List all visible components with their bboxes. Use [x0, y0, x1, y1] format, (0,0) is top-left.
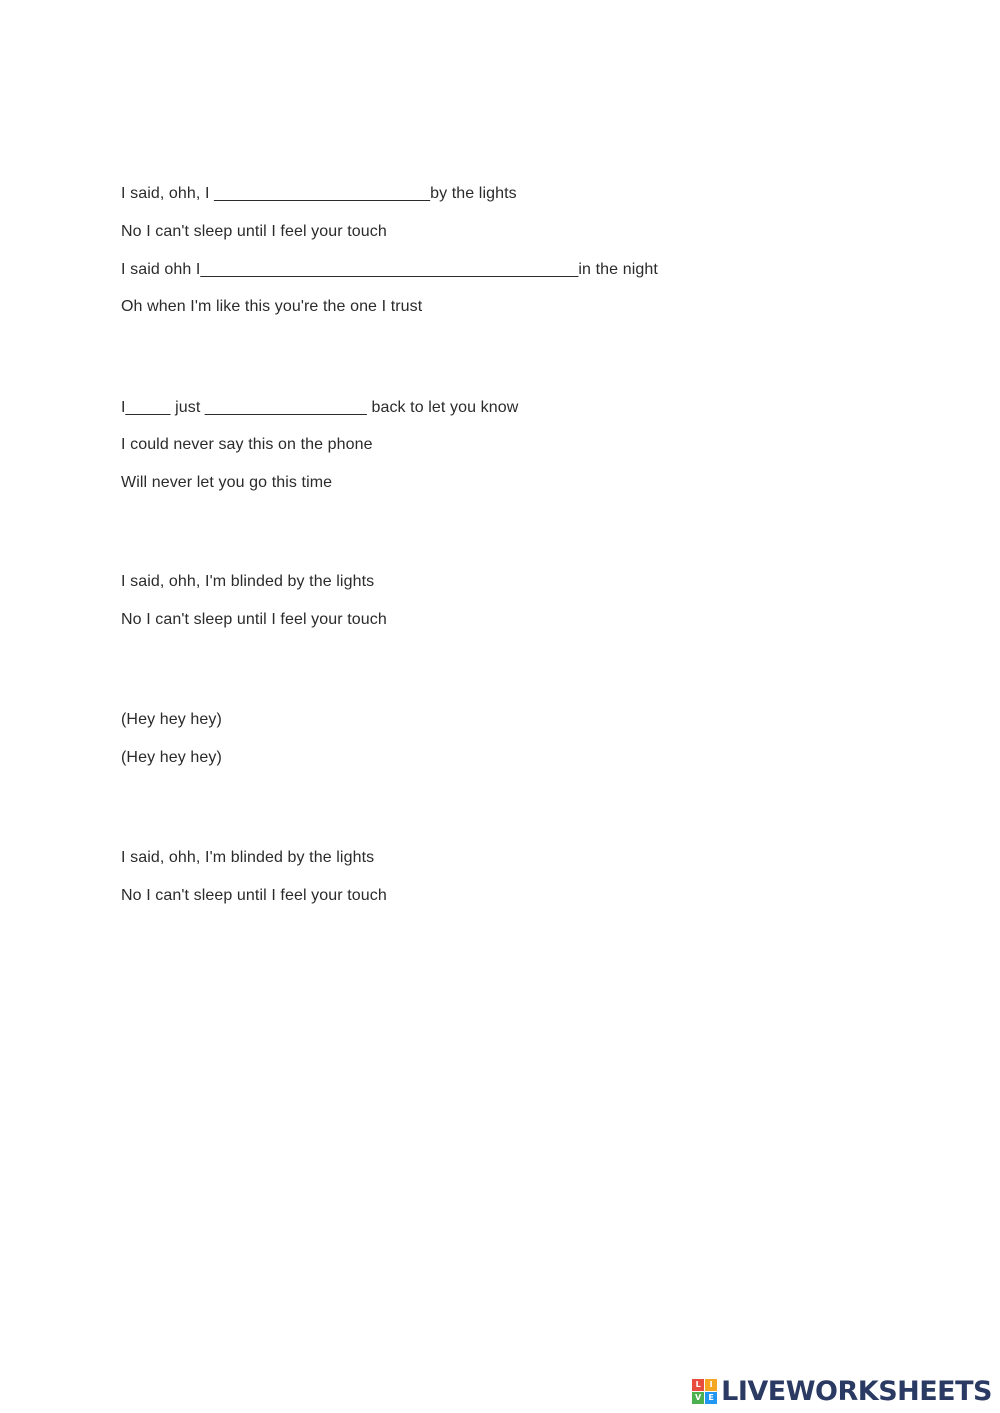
logo-text: LIVEWORKSHEETS [721, 1375, 992, 1407]
lyric-line: I said, ohh, I ________________________by the lights [121, 185, 517, 202]
liveworksheets-logo [692, 1375, 992, 1407]
logo-mark-letter: V [692, 1392, 704, 1404]
lyric-line: No I can't sleep until I feel your touch [121, 611, 387, 628]
lyric-line: No I can't sleep until I feel your touch [121, 223, 387, 240]
lyric-line: I said, ohh, I'm blinded by the lights [121, 849, 375, 866]
lyric-line: I said ohh I__________________________________________in the night [121, 261, 658, 278]
logo-mark-letter: L [692, 1379, 704, 1391]
lyric-line: I said, ohh, I'm blinded by the lights [121, 573, 375, 590]
lyric-line: Oh when I'm like this you're the one I trust [121, 298, 423, 315]
logo-mark-icon [692, 1379, 717, 1404]
lyric-line: (Hey hey hey) [121, 749, 222, 766]
lyric-line: I_____ just __________________ back to let you know [121, 399, 519, 416]
lyric-line: Will never let you go this time [121, 474, 333, 491]
logo-mark-letter: I [705, 1379, 717, 1391]
lyric-line: (Hey hey hey) [121, 711, 222, 728]
logo-mark-letter: E [705, 1392, 717, 1404]
lyric-line: No I can't sleep until I feel your touch [121, 887, 387, 904]
lyric-line: I could never say this on the phone [121, 436, 373, 453]
